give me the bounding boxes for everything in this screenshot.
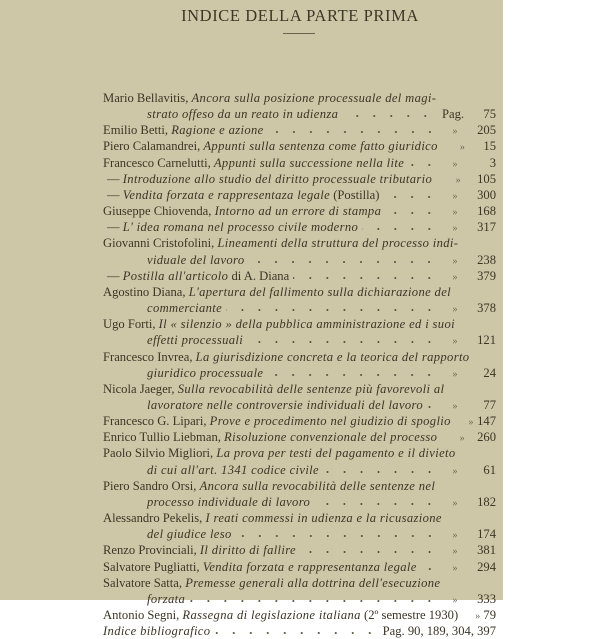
entry-title: Ragione e azione [171,123,264,138]
dot-leader [300,546,438,554]
entry-author: Renzo Provinciali, [103,543,197,558]
entry-title-continued: lavoratore nelle controversie individuali del lavoro [147,397,423,412]
page-marker: » [455,174,461,186]
entry-text [103,284,451,300]
entry-line [103,235,496,251]
toc-entry [103,171,496,187]
page-marker: » [452,530,458,542]
dot-leader [268,126,438,134]
entry-line [103,122,496,138]
entry-author: Nicola Jaeger, [103,381,175,396]
page-marker: » [452,158,458,170]
dot-leader [462,611,468,619]
entry-text [103,155,404,171]
entry-title-continued: del giudice leso [147,527,232,542]
page-marker: » [452,465,458,477]
dot-leader [421,563,438,571]
entry-author: Piero Calamandrei, [103,139,201,154]
entry-line-continued [103,494,496,510]
entry-author: Giuseppe Chiovenda, [103,204,212,219]
entry-line [103,284,496,300]
entry-line-continued [103,106,496,122]
page-number: 77 [483,397,496,412]
page-marker: » [452,336,458,348]
entry-author: — [107,171,120,186]
entry-title-continued: giuridico processuale [147,365,264,380]
entry-title: Lineamenti della struttura del processo indi- [217,236,459,251]
entry-line [103,559,496,575]
entry-line [103,542,496,558]
entry-author: — [107,268,120,283]
toc-entry [103,413,496,429]
entry-text [103,607,458,623]
entry-text [103,478,435,494]
page-marker: » [452,497,458,509]
entry-author: Salvatore Satta, [103,575,183,590]
entry-text [103,510,442,526]
entry-title: Appunti sulla successione nella lite [213,155,405,170]
toc-entry [103,235,496,267]
page-number: 205 [477,123,496,138]
page-marker: » [459,142,465,154]
page-number: 75 [483,107,496,122]
toc-entry [103,429,496,445]
entry-line [103,445,496,461]
entry-title: Ancora sulla posizione processuale del magi- [191,91,437,105]
toc-entry [103,445,496,477]
toc-entry [103,607,496,623]
entry-title: Introduzione allo studio del diritto processuale tributario [122,171,433,186]
entry-text [103,542,296,558]
entry-title-continued: di cui all'art. 1341 codice civile [147,462,319,477]
entry-author: Mario Bellavitis, [103,91,189,105]
entry-title: Postilla all'articolo [122,268,229,283]
page-marker: » [452,594,458,606]
entry-text [103,413,451,429]
entry-line [103,349,496,365]
entry-author: Antonio Segni, [103,608,180,622]
entry-text [103,90,436,106]
entry-author: Francesco Carnelutti, [103,155,211,170]
entry-author: Piero Sandro Orsi, [103,478,197,493]
entry-title: Il diritto di fallire [199,543,296,558]
page-number: 260 [477,430,496,445]
page-number: 79 [483,608,496,622]
page-title: INDICE DELLA PARTE PRIMA [181,6,419,25]
dot-leader [408,159,438,167]
dot-leader [342,110,434,118]
toc-entry [103,155,496,171]
dot-leader [226,304,438,312]
entry-line [103,90,496,106]
entry-title: I reati commessi in udienza e la ricusazione [205,511,442,526]
dot-leader [455,417,461,425]
bibliography-pages: Pag. 90, 189, 304, 397 [382,624,496,639]
entry-title-continued: strato offeso da un reato in udienza [147,107,339,122]
entry-author: Paolo Silvio Migliori, [103,446,214,461]
entry-title-continued: commerciante [147,301,223,316]
page-marker: » [452,271,458,283]
entry-author: Alessandro Pekelis, [103,511,203,526]
page-number: 294 [477,559,496,574]
toc-entry [103,316,496,348]
entry-text [103,235,458,251]
entry-title-continued: forzata [147,591,186,606]
entry-title: Vendita forzata e rappresentanza legale [202,559,417,574]
table-of-contents [103,90,496,639]
entry-text [107,219,358,235]
toc-entry [103,268,496,284]
entry-title: La prova per testi del pagamento e il divieto [216,446,456,461]
dot-leader [214,627,378,635]
entry-text [103,349,469,365]
page-marker: » [452,562,458,574]
entry-note: (2º semestre 1930) [364,608,459,622]
page-marker: » [452,190,458,202]
toc-entry [103,510,496,542]
dot-leader [442,142,448,150]
entry-line-continued [103,397,496,413]
page-number: 379 [477,268,496,283]
dot-leader [427,401,438,409]
entry-title: Ancora sulla revocabilità delle sentenze nel [199,478,436,493]
bibliography-title: Indice bibliografico [103,624,211,639]
entry-line [103,203,496,219]
toc-entry [103,381,496,413]
page-number: 300 [477,187,496,202]
title-rule [283,33,315,34]
entry-line-continued [103,252,496,268]
entry-author: Francesco Invrea, [103,349,193,364]
entry-author: Giovanni Cristofolini, [103,236,215,251]
entry-line [103,510,496,526]
entry-author: — [107,187,120,202]
dot-leader [314,498,438,506]
entry-line [103,478,496,494]
page-marker: » [459,433,465,445]
entry-author: Enrico Tullio Liebman, [103,430,221,445]
entry-line [103,413,496,429]
toc-entry [103,575,496,607]
entry-author: Ugo Forti, [103,317,156,332]
entry-line [103,316,496,332]
page-marker: » [452,223,458,235]
page-marker: » [452,304,458,316]
entry-text [107,171,432,187]
entry-title: Il « silenzio » della pubblica amministrazione ed i suoi [158,317,455,332]
entry-line-continued [103,526,496,542]
page-number: 238 [477,252,496,267]
entry-text [103,575,440,591]
page-number: 317 [477,220,496,235]
entry-text [107,268,289,284]
toc-entry [103,559,496,575]
page-marker: Pag. [441,107,465,122]
entry-title-continued: processo individuale di lavoro [147,494,311,509]
page-marker: » [475,611,481,622]
entry-title: Rassegna di legislazione italiana [182,608,361,622]
entry-line [103,171,496,187]
page-number: 3 [489,155,496,170]
page-number: 24 [483,365,496,380]
entry-line [103,219,496,235]
page-marker: » [468,417,474,429]
page-number: 15 [483,139,496,154]
entry-text [103,429,437,445]
entry-text [103,316,455,332]
entry-title: L'apertura del fallimento sulla dichiarazione del [188,284,451,299]
page-number: 378 [477,301,496,316]
toc-entry [103,349,496,381]
dot-leader [323,466,438,474]
entry-line-continued [103,300,496,316]
entry-line [103,381,496,397]
toc-entry [103,138,496,154]
dot-leader [441,433,447,441]
toc-entry [103,187,496,203]
entry-author: Agostino Diana, [103,284,186,299]
toc-entry [103,90,496,122]
entry-text [103,559,417,575]
entry-line-continued [103,462,496,478]
entry-title: Sulla revocabilità delle sentenze più favorevoli al [177,381,445,396]
entry-author: — [107,220,120,235]
dot-leader [189,595,438,603]
toc-entry [103,542,496,558]
page-number: 182 [477,494,496,509]
page-number: 381 [477,543,496,558]
entry-title: Prove e procedimento nel giudizio di spoglio [209,414,451,429]
page-marker: » [452,126,458,138]
entry-note: di A. Diana [231,268,290,283]
toc-entry [103,478,496,510]
toc-entry [103,219,496,235]
toc-entry [103,203,496,219]
entry-title: Appunti sulla sentenza come fatto giuridico [203,139,438,154]
page-number: 121 [477,333,496,348]
dot-leader [436,175,442,183]
entry-text [103,138,438,154]
dot-leader [247,336,438,344]
dot-leader [362,223,438,231]
entry-line-continued [103,591,496,607]
page-number: 105 [477,171,496,186]
entry-author: Salvatore Pugliatti, [103,559,200,574]
page-number: 333 [477,591,496,606]
dot-leader [293,272,438,280]
dot-leader [248,256,438,264]
entry-title: Vendita forzata e rappresentaza legale [122,187,331,202]
entry-line-continued [103,365,496,381]
entry-line [103,268,496,284]
page-number: 168 [477,204,496,219]
entry-title: La giurisdizione concreta e la teorica del rapporto [195,349,470,364]
entry-line-continued [103,332,496,348]
entry-line [103,429,496,445]
entry-title: Risoluzione convenzionale del processo [224,430,438,445]
entry-text [103,445,456,461]
entry-author: Francesco G. Lipari, [103,414,207,429]
entry-line [103,575,496,591]
entry-text [103,203,381,219]
page-number: 147 [477,414,496,429]
page-marker: » [452,255,458,267]
entry-line [103,138,496,154]
page-marker: » [452,546,458,558]
toc-entry [103,122,496,138]
entry-title-continued: viduale del lavoro [147,252,245,267]
page-marker: » [452,400,458,412]
page-marker: » [452,368,458,380]
toc-entry [103,284,496,316]
page-marker: » [452,207,458,219]
entry-text [103,122,264,138]
dot-leader [383,191,438,199]
entry-text [107,187,379,203]
dot-leader [267,369,438,377]
entry-title: L' idea romana nel processo civile moderno [122,220,359,235]
entry-line [103,187,496,203]
entry-text [103,381,444,397]
dot-leader [385,207,438,215]
entry-line [103,155,496,171]
entry-line [103,607,496,623]
page-number: 61 [483,462,496,477]
page-number: 174 [477,527,496,542]
entry-note: (Postilla) [333,187,380,202]
entry-author: Emilio Betti, [103,123,169,138]
dot-leader [236,530,438,538]
entry-title: Intorno ad un errore di stampa [214,204,382,219]
entry-title-continued: effetti processuali [147,333,244,348]
bibliography-entry [103,623,496,639]
entry-title: Premesse generali alla dottrina dell'esecuzione [185,575,441,590]
